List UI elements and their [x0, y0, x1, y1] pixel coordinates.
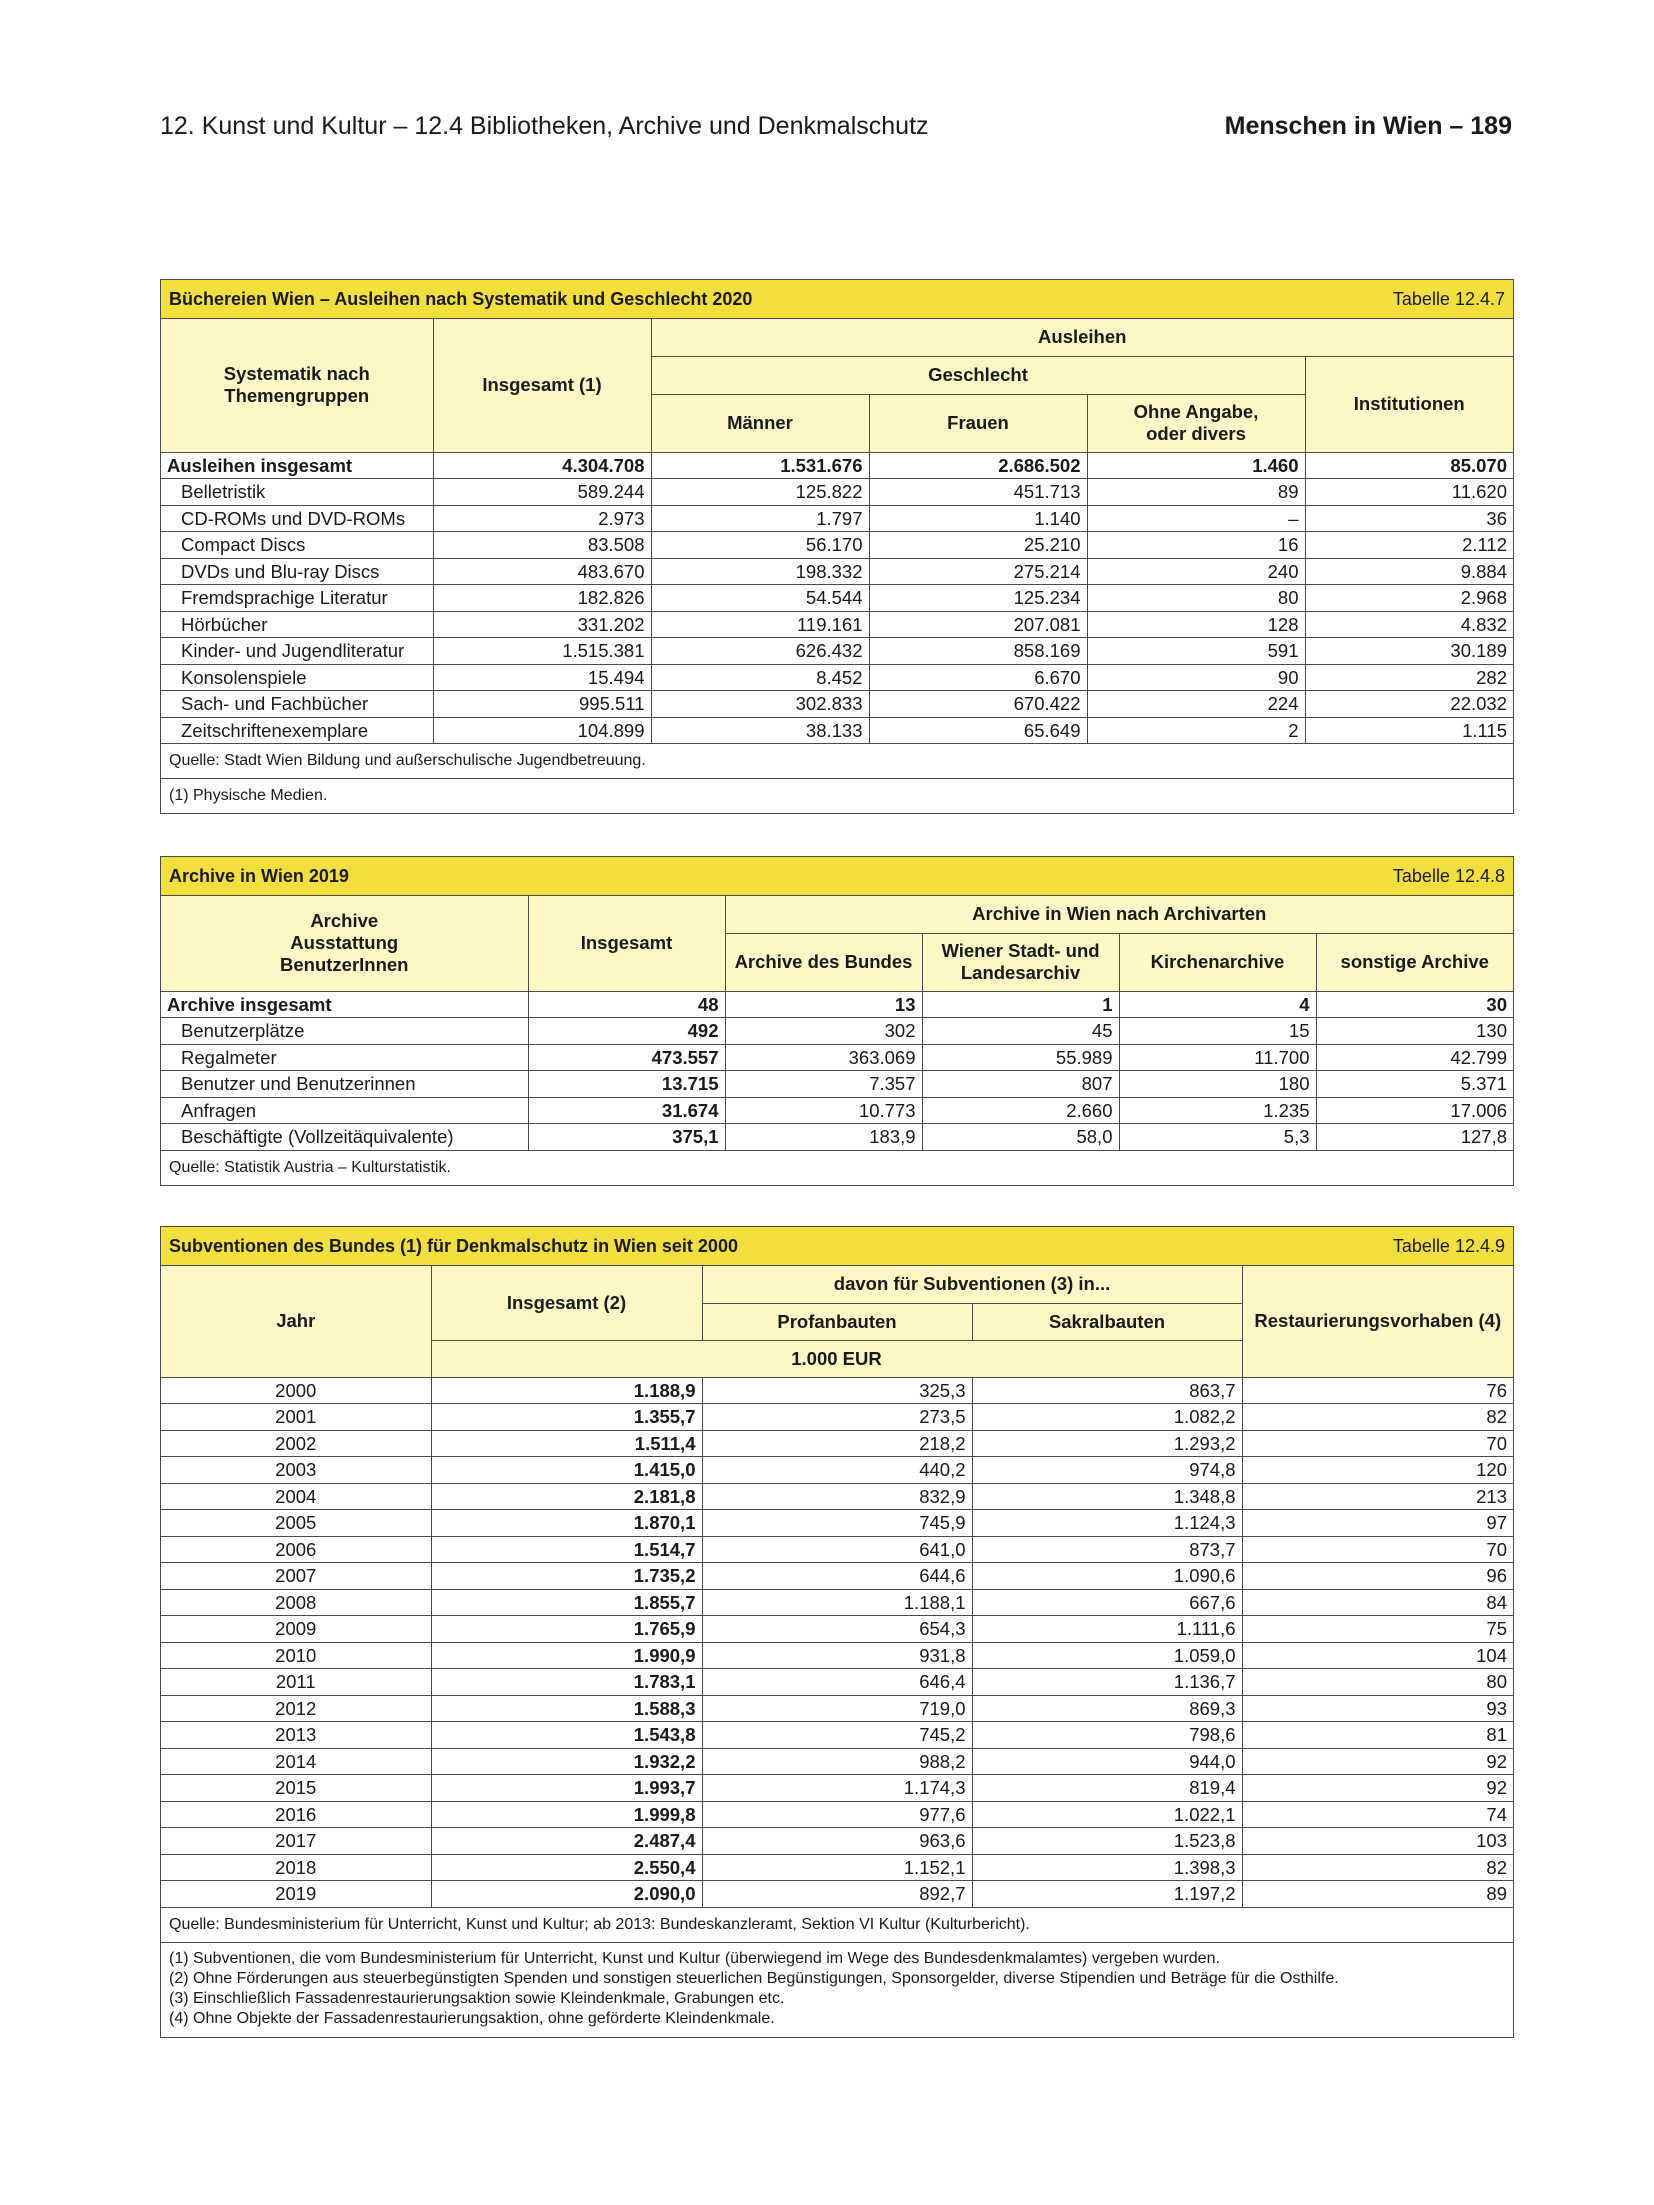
table-cell: 1.111,6: [972, 1616, 1242, 1643]
table-cell: 96: [1242, 1563, 1513, 1590]
header-sonstige: sonstige Archive: [1316, 933, 1513, 991]
table-cell: 4.832: [1305, 611, 1513, 638]
row-label: 2019: [161, 1881, 431, 1907]
header-kirchenarchive: Kirchenarchive: [1119, 933, 1316, 991]
table-cell: 1.090,6: [972, 1563, 1242, 1590]
header-archivarten: Archive in Wien nach Archivarten: [725, 896, 1513, 933]
table-cell: 92: [1242, 1748, 1513, 1775]
row-label: DVDs und Blu-ray Discs: [161, 558, 433, 585]
table-row: [161, 1563, 1513, 1590]
table-cell: 84: [1242, 1589, 1513, 1616]
table-cell: 1.115: [1305, 717, 1513, 743]
table-cell: 331.202: [433, 611, 651, 638]
table-cell: 22.032: [1305, 691, 1513, 718]
table-cell: 36: [1305, 505, 1513, 532]
row-label: Belletristik: [161, 479, 433, 506]
header-frauen: Frauen: [869, 394, 1087, 452]
table-cell: 1.515.381: [433, 638, 651, 665]
table-cell: 589.244: [433, 479, 651, 506]
row-label: 2005: [161, 1510, 431, 1537]
table-cell: 988,2: [702, 1748, 972, 1775]
row-label: 2013: [161, 1722, 431, 1749]
table-cell: 89: [1242, 1881, 1513, 1907]
table-row: [161, 532, 1513, 559]
table-title-bar: [161, 280, 1513, 319]
table-row: [161, 452, 1513, 479]
table-number: Tabelle 12.4.8: [1392, 866, 1505, 886]
table-title: Subventionen des Bundes (1) für Denkmalschutz in Wien seit 2000: [169, 1236, 738, 1256]
table-cell: 1.293,2: [972, 1430, 1242, 1457]
table-footnote: (1) Physische Medien.: [161, 778, 1513, 813]
table-number: Tabelle 12.4.7: [1392, 289, 1505, 309]
header-insgesamt: Insgesamt (1): [433, 319, 651, 452]
row-label: 2000: [161, 1377, 431, 1404]
row-label: Sach- und Fachbücher: [161, 691, 433, 718]
table-row: [161, 1589, 1513, 1616]
row-label: 2004: [161, 1483, 431, 1510]
table-cell: 1.140: [869, 505, 1087, 532]
row-label: Archive insgesamt: [161, 991, 528, 1018]
footnote: (1) Subventionen, die vom Bundesministerium für Unterricht, Kunst und Kultur (überwiegend im Wege des Bundesdenkmalamtes) vergeben wurden.: [169, 1949, 1220, 1967]
table-row: [161, 1536, 1513, 1563]
table-cell: 54.544: [651, 585, 869, 612]
table-row: [161, 1124, 1513, 1150]
table-cell: 13.715: [528, 1071, 725, 1098]
header-restaurierung: Restaurierungsvorhaben (4): [1242, 1266, 1513, 1377]
table-cell: 1.999,8: [431, 1801, 702, 1828]
header-davon: davon für Subventionen (3) in...: [702, 1266, 1242, 1303]
table-cell: 1.765,9: [431, 1616, 702, 1643]
table-cell: 85.070: [1305, 452, 1513, 479]
table-cell: 1.797: [651, 505, 869, 532]
table-cell: 1.870,1: [431, 1510, 702, 1537]
row-label: Compact Discs: [161, 532, 433, 559]
table-row: [161, 664, 1513, 691]
table-row: [161, 638, 1513, 665]
header-geschlecht: Geschlecht: [651, 356, 1305, 394]
row-label: 2017: [161, 1828, 431, 1855]
table-cell: 1.523,8: [972, 1828, 1242, 1855]
table-cell: 1.514,7: [431, 1536, 702, 1563]
table-cell: 2.660: [922, 1097, 1119, 1124]
table-cell: 97: [1242, 1510, 1513, 1537]
row-label: Regalmeter: [161, 1044, 528, 1071]
table-cell: 6.670: [869, 664, 1087, 691]
table-cell: 654,3: [702, 1616, 972, 1643]
table-cell: 1.460: [1087, 452, 1305, 479]
table-cell: 858.169: [869, 638, 1087, 665]
table-cell: 65.649: [869, 717, 1087, 743]
table-cell: 1.124,3: [972, 1510, 1242, 1537]
table-cell: 30: [1316, 991, 1513, 1018]
table-cell: 55.989: [922, 1044, 1119, 1071]
table-cell: 38.133: [651, 717, 869, 743]
table-cell: 31.674: [528, 1097, 725, 1124]
header-ausleihen: Ausleihen: [651, 319, 1513, 356]
table-cell: 93: [1242, 1695, 1513, 1722]
table-cell: 5,3: [1119, 1124, 1316, 1150]
table-row: [161, 558, 1513, 585]
table-cell: 1.543,8: [431, 1722, 702, 1749]
table-cell: 42.799: [1316, 1044, 1513, 1071]
header-sakralbauten: Sakralbauten: [972, 1303, 1242, 1340]
table-row: [161, 1828, 1513, 1855]
row-label: 2007: [161, 1563, 431, 1590]
row-label: Hörbücher: [161, 611, 433, 638]
table-cell: 2.487,4: [431, 1828, 702, 1855]
table-cell: 1.398,3: [972, 1854, 1242, 1881]
header-stadt-landesarchiv: Wiener Stadt- und Landesarchiv: [922, 933, 1119, 991]
table-cell: 1.855,7: [431, 1589, 702, 1616]
table-cell: 213: [1242, 1483, 1513, 1510]
table-cell: 1.990,9: [431, 1642, 702, 1669]
table-row: [161, 1748, 1513, 1775]
table-cell: 591: [1087, 638, 1305, 665]
row-label: 2008: [161, 1589, 431, 1616]
table-cell: 74: [1242, 1801, 1513, 1828]
data-table: [161, 319, 1513, 743]
table-row: [161, 1801, 1513, 1828]
row-label: 2015: [161, 1775, 431, 1802]
table-cell: 302: [725, 1018, 922, 1045]
table-archive: [160, 856, 1514, 1186]
header-insgesamt: Insgesamt: [528, 896, 725, 991]
table-cell: –: [1087, 505, 1305, 532]
table-cell: 75: [1242, 1616, 1513, 1643]
table-row: [161, 1430, 1513, 1457]
table-cell: 10.773: [725, 1097, 922, 1124]
table-number: Tabelle 12.4.9: [1392, 1236, 1505, 1256]
table-cell: 4: [1119, 991, 1316, 1018]
table-cell: 17.006: [1316, 1097, 1513, 1124]
table-cell: 1.783,1: [431, 1669, 702, 1696]
table-cell: 128: [1087, 611, 1305, 638]
header-systematik: Systematik nach Themengruppen: [161, 319, 433, 452]
table-cell: 1.188,9: [431, 1377, 702, 1404]
table-cell: 1: [922, 991, 1119, 1018]
row-label: Benutzer und Benutzerinnen: [161, 1071, 528, 1098]
table-row: [161, 1483, 1513, 1510]
table-title: Büchereien Wien – Ausleihen nach Systematik und Geschlecht 2020: [169, 289, 753, 309]
table-cell: 45: [922, 1018, 1119, 1045]
table-cell: 1.415,0: [431, 1457, 702, 1484]
table-cell: 670.422: [869, 691, 1087, 718]
table-cell: 644,6: [702, 1563, 972, 1590]
table-row: [161, 1510, 1513, 1537]
header-institutionen: Institutionen: [1305, 356, 1513, 452]
table-cell: 2: [1087, 717, 1305, 743]
table-cell: 302.833: [651, 691, 869, 718]
table-cell: 2.112: [1305, 532, 1513, 559]
table-title-bar: [161, 857, 1513, 896]
table-cell: 1.152,1: [702, 1854, 972, 1881]
footnote: (4) Ohne Objekte der Fassadenrestaurierungsaktion, ohne geförderte Kleindenkmale.: [169, 2009, 775, 2027]
table-row: [161, 1616, 1513, 1643]
table-cell: 719,0: [702, 1695, 972, 1722]
table-row: [161, 717, 1513, 743]
data-table: [161, 1266, 1513, 1907]
table-cell: 56.170: [651, 532, 869, 559]
table-cell: 58,0: [922, 1124, 1119, 1150]
table-cell: 977,6: [702, 1801, 972, 1828]
table-cell: 745,9: [702, 1510, 972, 1537]
table-cell: 451.713: [869, 479, 1087, 506]
footnote: (2) Ohne Förderungen aus steuerbegünstigten Spenden und sonstigen steuerlichen Begünstigungen, Sponsorgelder, diverse Stipendien und Beträge für die Osthilfe.: [169, 1969, 1339, 1987]
table-row: [161, 691, 1513, 718]
table-cell: 2.550,4: [431, 1854, 702, 1881]
table-cell: 48: [528, 991, 725, 1018]
table-title: Archive in Wien 2019: [169, 866, 349, 886]
table-cell: 440,2: [702, 1457, 972, 1484]
table-cell: 1.082,2: [972, 1404, 1242, 1431]
table-cell: 626.432: [651, 638, 869, 665]
table-row: [161, 1404, 1513, 1431]
table-cell: 125.822: [651, 479, 869, 506]
table-cell: 92: [1242, 1775, 1513, 1802]
table-cell: 1.059,0: [972, 1642, 1242, 1669]
table-cell: 11.620: [1305, 479, 1513, 506]
table-cell: 104.899: [433, 717, 651, 743]
table-cell: 1.174,3: [702, 1775, 972, 1802]
table-cell: 119.161: [651, 611, 869, 638]
table-cell: 1.348,8: [972, 1483, 1242, 1510]
table-cell: 798,6: [972, 1722, 1242, 1749]
table-row: [161, 505, 1513, 532]
table-cell: 180: [1119, 1071, 1316, 1098]
row-label: Fremdsprachige Literatur: [161, 585, 433, 612]
table-cell: 30.189: [1305, 638, 1513, 665]
table-cell: 70: [1242, 1536, 1513, 1563]
header-archive-bundes: Archive des Bundes: [725, 933, 922, 991]
table-cell: 282: [1305, 664, 1513, 691]
table-cell: 25.210: [869, 532, 1087, 559]
table-row: [161, 479, 1513, 506]
table-cell: 1.932,2: [431, 1748, 702, 1775]
table-cell: 183,9: [725, 1124, 922, 1150]
table-row: [161, 1044, 1513, 1071]
header-ohne-angabe: Ohne Angabe, oder divers: [1087, 394, 1305, 452]
table-cell: 869,3: [972, 1695, 1242, 1722]
row-label: Konsolenspiele: [161, 664, 433, 691]
row-label: Ausleihen insgesamt: [161, 452, 433, 479]
table-row: [161, 1881, 1513, 1907]
table-row: [161, 1854, 1513, 1881]
table-cell: 7.357: [725, 1071, 922, 1098]
table-cell: 1.355,7: [431, 1404, 702, 1431]
row-label: 2006: [161, 1536, 431, 1563]
table-cell: 646,4: [702, 1669, 972, 1696]
table-cell: 963,6: [702, 1828, 972, 1855]
table-cell: 1.197,2: [972, 1881, 1242, 1907]
table-cell: 974,8: [972, 1457, 1242, 1484]
table-cell: 16: [1087, 532, 1305, 559]
table-row: [161, 1642, 1513, 1669]
data-table: [161, 896, 1513, 1150]
table-cell: 207.081: [869, 611, 1087, 638]
row-label: 2002: [161, 1430, 431, 1457]
table-cell: 2.181,8: [431, 1483, 702, 1510]
row-label: 2010: [161, 1642, 431, 1669]
table-cell: 1.188,1: [702, 1589, 972, 1616]
table-cell: 125.234: [869, 585, 1087, 612]
table-cell: 2.973: [433, 505, 651, 532]
table-cell: 1.588,3: [431, 1695, 702, 1722]
row-label: Anfragen: [161, 1097, 528, 1124]
table-cell: 1.993,7: [431, 1775, 702, 1802]
table-cell: 931,8: [702, 1642, 972, 1669]
table-row: [161, 1722, 1513, 1749]
table-cell: 81: [1242, 1722, 1513, 1749]
row-label: 2012: [161, 1695, 431, 1722]
table-source: Quelle: Statistik Austria – Kulturstatistik.: [161, 1150, 1513, 1185]
table-cell: 182.826: [433, 585, 651, 612]
table-cell: 198.332: [651, 558, 869, 585]
table-cell: 9.884: [1305, 558, 1513, 585]
row-label: CD-ROMs und DVD-ROMs: [161, 505, 433, 532]
table-row: [161, 611, 1513, 638]
table-cell: 89: [1087, 479, 1305, 506]
table-cell: 473.557: [528, 1044, 725, 1071]
row-label: Beschäftigte (Vollzeitäquivalente): [161, 1124, 528, 1150]
row-label: 2009: [161, 1616, 431, 1643]
table-cell: 2.968: [1305, 585, 1513, 612]
table-cell: 4.304.708: [433, 452, 651, 479]
table-row: [161, 585, 1513, 612]
table-cell: 995.511: [433, 691, 651, 718]
header-unit: 1.000 EUR: [431, 1340, 1242, 1377]
table-cell: 103: [1242, 1828, 1513, 1855]
header-maenner: Männer: [651, 394, 869, 452]
table-cell: 120: [1242, 1457, 1513, 1484]
row-label: 2001: [161, 1404, 431, 1431]
table-cell: 1.136,7: [972, 1669, 1242, 1696]
table-cell: 2.686.502: [869, 452, 1087, 479]
header-profanbauten: Profanbauten: [702, 1303, 972, 1340]
table-cell: 832,9: [702, 1483, 972, 1510]
table-cell: 483.670: [433, 558, 651, 585]
table-cell: 1.511,4: [431, 1430, 702, 1457]
table-cell: 127,8: [1316, 1124, 1513, 1150]
table-buechereien: [160, 279, 1514, 814]
table-row: [161, 1695, 1513, 1722]
table-cell: 80: [1242, 1669, 1513, 1696]
row-label: 2011: [161, 1669, 431, 1696]
table-cell: 944,0: [972, 1748, 1242, 1775]
table-cell: 892,7: [702, 1881, 972, 1907]
header-archive: Archive Ausstattung BenutzerInnen: [161, 896, 528, 991]
table-row: [161, 1775, 1513, 1802]
table-cell: 667,6: [972, 1589, 1242, 1616]
table-source: Quelle: Bundesministerium für Unterricht, Kunst und Kultur; ab 2013: Bundeskanzleramt, Sektion VI Kultur (Kulturbericht).: [161, 1907, 1513, 1942]
table-cell: 873,7: [972, 1536, 1242, 1563]
table-row: [161, 1457, 1513, 1484]
row-label: Zeitschriftenexemplare: [161, 717, 433, 743]
table-cell: 363.069: [725, 1044, 922, 1071]
table-cell: 70: [1242, 1430, 1513, 1457]
table-cell: 8.452: [651, 664, 869, 691]
table-cell: 1.235: [1119, 1097, 1316, 1124]
table-cell: 76: [1242, 1377, 1513, 1404]
table-cell: 13: [725, 991, 922, 1018]
table-cell: 863,7: [972, 1377, 1242, 1404]
table-cell: 90: [1087, 664, 1305, 691]
row-label: 2016: [161, 1801, 431, 1828]
row-label: 2014: [161, 1748, 431, 1775]
table-cell: 2.090,0: [431, 1881, 702, 1907]
section-title: 12. Kunst und Kultur – 12.4 Bibliotheken, Archive und Denkmalschutz: [160, 112, 929, 140]
table-row: [161, 1071, 1513, 1098]
table-title-bar: [161, 1227, 1513, 1266]
footnote: (3) Einschließlich Fassadenrestaurierungsaktion sowie Kleindenkmale, Grabungen etc.: [169, 1989, 785, 2007]
table-cell: 218,2: [702, 1430, 972, 1457]
table-cell: 83.508: [433, 532, 651, 559]
table-cell: 11.700: [1119, 1044, 1316, 1071]
row-label: 2018: [161, 1854, 431, 1881]
table-cell: 130: [1316, 1018, 1513, 1045]
table-cell: 375,1: [528, 1124, 725, 1150]
table-cell: 325,3: [702, 1377, 972, 1404]
table-cell: 224: [1087, 691, 1305, 718]
page-header: [160, 112, 1512, 152]
table-subventionen: [160, 1226, 1514, 2038]
table-cell: 1.735,2: [431, 1563, 702, 1590]
table-cell: 82: [1242, 1854, 1513, 1881]
table-row: [161, 1097, 1513, 1124]
table-cell: 15.494: [433, 664, 651, 691]
row-label: 2003: [161, 1457, 431, 1484]
table-cell: 641,0: [702, 1536, 972, 1563]
table-cell: 819,4: [972, 1775, 1242, 1802]
table-cell: 5.371: [1316, 1071, 1513, 1098]
table-row: [161, 1669, 1513, 1696]
table-cell: 104: [1242, 1642, 1513, 1669]
page-number: Menschen in Wien – 189: [1224, 112, 1512, 140]
table-cell: 492: [528, 1018, 725, 1045]
table-row: [161, 991, 1513, 1018]
table-cell: 82: [1242, 1404, 1513, 1431]
table-cell: 273,5: [702, 1404, 972, 1431]
table-cell: 1.022,1: [972, 1801, 1242, 1828]
row-label: Kinder- und Jugendliteratur: [161, 638, 433, 665]
row-label: Benutzerplätze: [161, 1018, 528, 1045]
table-cell: 275.214: [869, 558, 1087, 585]
header-jahr: Jahr: [161, 1266, 431, 1377]
table-footnotes: [161, 1942, 1513, 2037]
table-source: Quelle: Stadt Wien Bildung und außerschulische Jugendbetreuung.: [161, 743, 1513, 778]
table-row: [161, 1018, 1513, 1045]
table-row: [161, 1377, 1513, 1404]
table-cell: 745,2: [702, 1722, 972, 1749]
header-insgesamt: Insgesamt (2): [431, 1266, 702, 1340]
table-cell: 15: [1119, 1018, 1316, 1045]
table-cell: 807: [922, 1071, 1119, 1098]
table-cell: 1.531.676: [651, 452, 869, 479]
table-cell: 240: [1087, 558, 1305, 585]
table-cell: 80: [1087, 585, 1305, 612]
